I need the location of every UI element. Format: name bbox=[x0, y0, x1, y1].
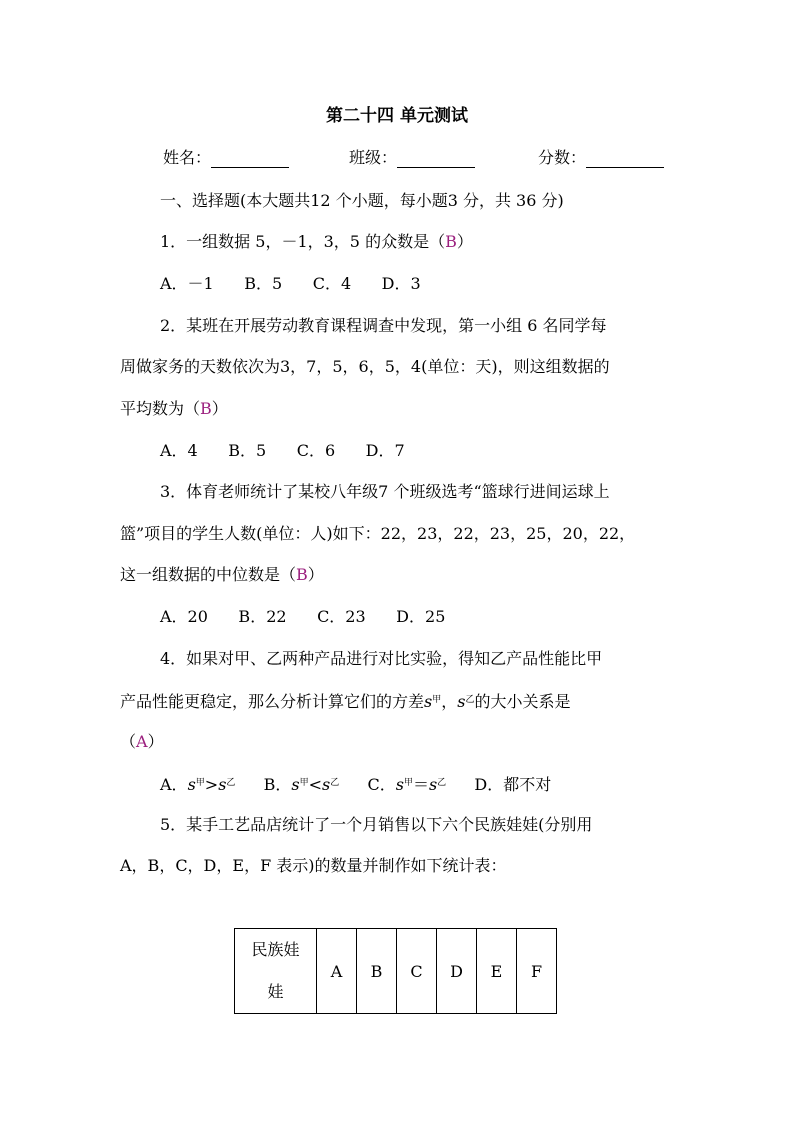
table-col-f: F bbox=[517, 929, 557, 1014]
question-3-line-2: 篮”项目的学生人数(单位：人)如下：22，23，22，23，25，20，22， bbox=[120, 524, 636, 543]
question-4-line-1: 4．如果对甲、乙两种产品进行对比实验，得知乙产品性能比甲 bbox=[160, 649, 603, 668]
question-2-line-2: 周做家务的天数依次为3，7，5，6，5，4(单位：天)，则这组数据的 bbox=[120, 357, 610, 376]
question-3-line-3: 这一组数据的中位数是（B） bbox=[120, 565, 324, 584]
table-row bbox=[235, 929, 557, 1014]
question-5-line-1: 5．某手工艺品店统计了一个月销售以下六个民族娃娃(分别用 bbox=[160, 815, 593, 834]
table-col-e: E bbox=[477, 929, 517, 1014]
question-4-line-2: 产品性能更稳定，那么分析计算它们的方差$s^甲$，$s^乙$的大小关系是 bbox=[120, 692, 571, 711]
question-1-stem: 1．一组数据 5，－1，3，5 的众数是（B） bbox=[160, 232, 473, 251]
table-col-c: C bbox=[397, 929, 437, 1014]
name-label: 姓名： bbox=[163, 148, 212, 167]
question-2-options: A．4 B．5 C．6 D．7 bbox=[160, 441, 405, 460]
question-1-options: A．－1 B．5 C．4 D．3 bbox=[160, 274, 421, 293]
table-header-cell: 民族娃 娃 bbox=[235, 929, 317, 1014]
name-blank[interactable] bbox=[211, 151, 289, 168]
question-4-option-b: B．$s^甲<s^乙$ bbox=[263, 775, 340, 794]
table-col-a: A bbox=[317, 929, 357, 1014]
question-3-answer: B bbox=[296, 565, 308, 584]
table-col-b: B bbox=[357, 929, 397, 1014]
statistics-table bbox=[234, 928, 557, 1014]
question-4-options bbox=[160, 773, 551, 795]
question-3-options: A．20 B．22 C．23 D．25 bbox=[160, 607, 446, 626]
class-field bbox=[349, 148, 475, 168]
question-3-line-1: 3．体育老师统计了某校八年级7 个班级选考“篮球行进间运球上 bbox=[160, 482, 610, 501]
class-label: 班级： bbox=[349, 148, 398, 167]
name-field bbox=[163, 148, 289, 168]
question-4-line-3: （A） bbox=[120, 732, 164, 751]
class-blank[interactable] bbox=[397, 151, 475, 168]
question-4-option-d: D．都不对 bbox=[474, 775, 552, 794]
question-4-option-a: A．$s^甲>s^乙$ bbox=[160, 775, 236, 794]
score-label: 分数： bbox=[538, 148, 587, 167]
question-4-answer: A bbox=[136, 732, 148, 751]
section-heading: 一、选择题(本大题共12 个小题，每小题3 分，共 36 分) bbox=[160, 191, 564, 210]
table-col-d: D bbox=[437, 929, 477, 1014]
question-2-line-1: 2．某班在开展劳动教育课程调查中发现，第一小组 6 名同学每 bbox=[160, 316, 607, 335]
page-title: 第二十四 单元测试 bbox=[326, 106, 468, 126]
question-5-line-2: A，B，C，D，E，F 表示)的数量并制作如下统计表： bbox=[120, 856, 507, 875]
score-blank[interactable] bbox=[586, 151, 664, 168]
question-2-line-3: 平均数为（B） bbox=[120, 399, 228, 418]
question-2-answer: B bbox=[200, 399, 212, 418]
question-1-answer: B bbox=[445, 232, 457, 251]
question-4-option-c: C．$s^甲=s^乙$ bbox=[367, 775, 447, 794]
score-field bbox=[538, 148, 664, 168]
